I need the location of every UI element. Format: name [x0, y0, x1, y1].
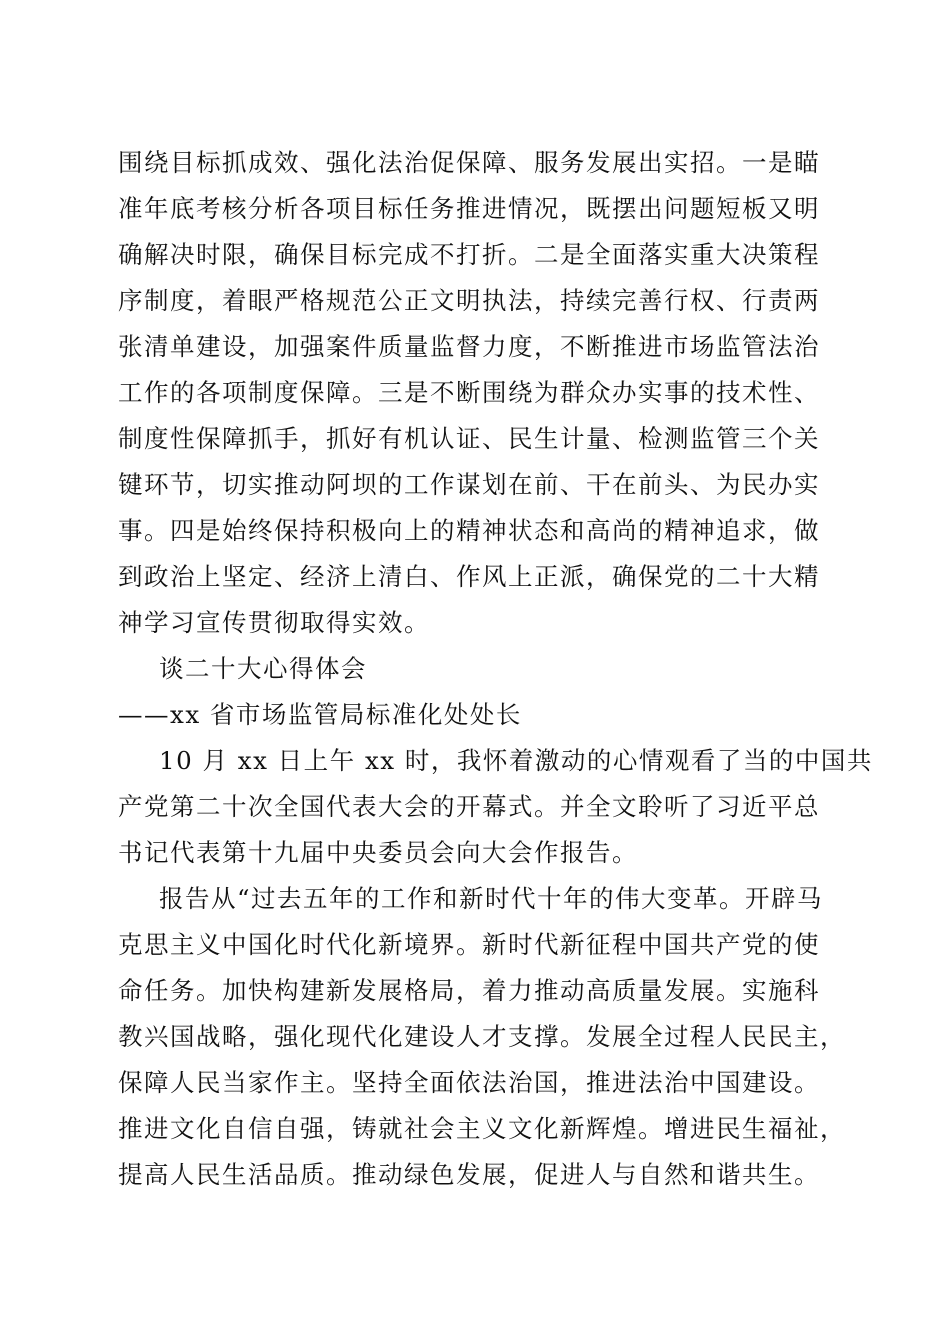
article-title: 谈二十大心得体会 — [159, 654, 367, 683]
paragraph-2 — [118, 738, 873, 876]
text-line: 书记代表第十九届中央委员会向大会作报告。 — [118, 838, 638, 867]
text-line: 确解决时限，确保目标完成不打折。二是全面落实重大决策程 — [118, 240, 820, 269]
text-line: 教兴国战略，强化现代化建设人才支撑。发展全过程人民民主， — [118, 1022, 846, 1051]
document-body — [118, 140, 873, 1198]
text-line: 提高人民生活品质。推动绿色发展，促进人与自然和谐共生。 — [118, 1160, 820, 1189]
text-line: 到政治上坚定、经济上清白、作风上正派，确保党的二十大精 — [118, 562, 820, 591]
text-line: 制度性保障抓手，抓好有机认证、民生计量、检测监管三个关 — [118, 424, 820, 453]
text-line: 报告从“过去五年的工作和新时代十年的伟大变革。开辟马 — [159, 884, 824, 913]
text-line: 准年底考核分析各项目标任务推进情况，既摆出问题短板又明 — [118, 194, 820, 223]
text-line: 10 月 xx 日上午 xx 时，我怀着激动的心情观看了当的中国共 — [159, 746, 873, 775]
text-line: 张清单建设，加强案件质量监督力度，不断推进市场监管法治 — [118, 332, 820, 361]
text-line: 推进文化自信自强，铸就社会主义文化新辉煌。增进民生福祉， — [118, 1114, 846, 1143]
paragraph-1 — [118, 140, 838, 646]
article-author: ——xx 省市场监管局标准化处处长 — [118, 700, 522, 729]
text-line: 事。四是始终保持积极向上的精神状态和高尚的精神追求，做 — [118, 516, 820, 545]
text-line: 神学习宣传贯彻取得实效。 — [118, 608, 430, 637]
text-line: 克思主义中国化时代化新境界。新时代新征程中国共产党的使 — [118, 930, 820, 959]
text-line: 键环节，切实推动阿坝的工作谋划在前、干在前头、为民办实 — [118, 470, 820, 499]
text-line: 工作的各项制度保障。三是不断围绕为群众办实事的技术性、 — [118, 378, 820, 407]
text-line: 产党第二十次全国代表大会的开幕式。并全文聆听了习近平总 — [118, 792, 820, 821]
text-line: 命任务。加快构建新发展格局，着力推动高质量发展。实施科 — [118, 976, 820, 1005]
text-line: 围绕目标抓成效、强化法治促保障、服务发展出实招。一是瞄 — [118, 148, 820, 177]
paragraph-3 — [118, 876, 846, 1198]
text-line: 保障人民当家作主。坚持全面依法治国，推进法治中国建设。 — [118, 1068, 820, 1097]
text-line: 序制度，着眼严格规范公正文明执法，持续完善行权、行责两 — [118, 286, 820, 315]
